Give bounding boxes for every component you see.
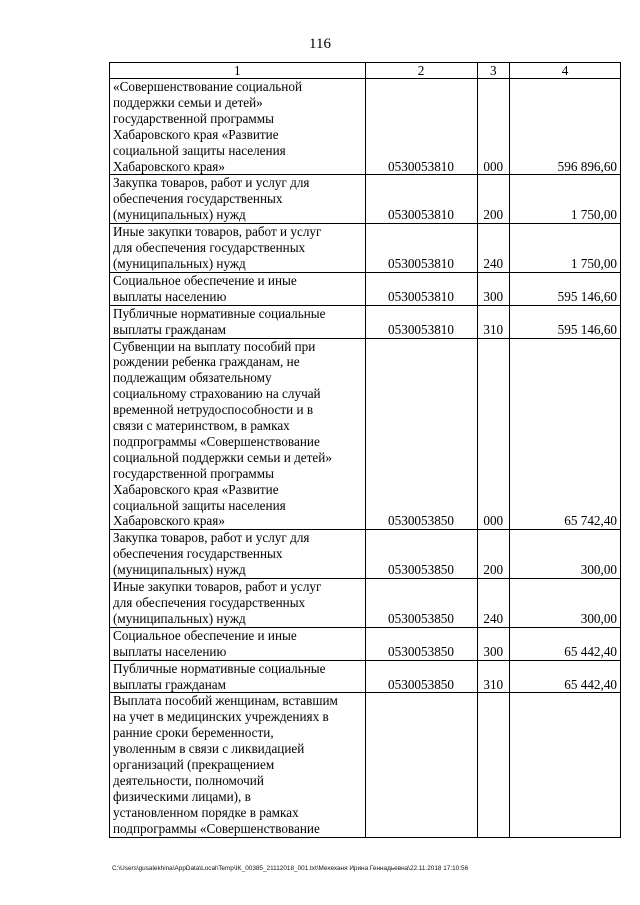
column-header-code: 2 <box>365 63 477 79</box>
row-name-line: «Совершенствование социальной <box>113 79 302 94</box>
expense-type-cell: 300 <box>477 627 509 660</box>
row-name-line: для обеспечения государственных <box>113 595 306 610</box>
amount-cell <box>509 693 620 837</box>
amount-cell: 596 896,60 <box>509 79 620 175</box>
expense-type-cell: 240 <box>477 579 509 628</box>
table-row <box>110 272 621 305</box>
amount-cell: 300,00 <box>509 579 620 628</box>
row-name-line: уволенным в связи с ликвидацией <box>113 741 305 757</box>
amount-cell: 65 442,40 <box>509 627 620 660</box>
row-name-line: Хабаровского края» <box>113 158 225 174</box>
row-name-line: государственной программы <box>113 465 274 481</box>
row-name-line: Социальное обеспечение и иные <box>113 272 297 288</box>
row-name-cell <box>110 224 366 273</box>
row-name-line: государственной программы <box>113 110 274 126</box>
target-article-code-cell: 0530053810 <box>365 272 477 305</box>
expense-type-cell: 200 <box>477 530 509 579</box>
target-article-code-cell: 0530053810 <box>365 305 477 338</box>
column-header-name: 1 <box>110 63 366 79</box>
row-name-line: Субвенции на выплату пособий при <box>113 338 316 354</box>
row-name-line: обеспечения государственных <box>113 546 283 562</box>
column-header-sum: 4 <box>509 63 620 79</box>
amount-cell: 65 442,40 <box>509 660 620 693</box>
row-name-cell <box>110 305 366 338</box>
row-name-line: (муниципальных) нужд <box>113 610 246 626</box>
target-article-code-cell: 0530053850 <box>365 627 477 660</box>
table-row <box>110 338 621 530</box>
row-name-line: установленном порядке в рамках <box>113 804 299 820</box>
expense-type-cell: 200 <box>477 175 509 224</box>
row-name-line: социальной поддержки семьи и детей» <box>113 449 332 465</box>
expense-type-cell <box>477 693 509 837</box>
row-name-line: ранние сроки беременности, <box>113 725 274 741</box>
amount-cell: 595 146,60 <box>509 272 620 305</box>
target-article-code-cell: 0530053810 <box>365 224 477 273</box>
row-name-line: Иные закупки товаров, работ и услуг <box>113 224 322 240</box>
table-body <box>110 79 621 838</box>
table-row <box>110 530 621 579</box>
row-name-line: подпрограммы «Совершенствование <box>113 433 320 449</box>
amount-cell: 1 750,00 <box>509 175 620 224</box>
row-name-line: для обеспечения государственных <box>113 240 306 256</box>
row-name-line: Публичные нормативные социальные <box>113 305 326 321</box>
table-row <box>110 660 621 693</box>
table-header-row <box>110 63 621 79</box>
row-name-line: социальному страхованию на случай <box>113 386 321 402</box>
row-name-cell <box>110 338 366 530</box>
row-name-cell <box>110 272 366 305</box>
expense-type-cell: 000 <box>477 338 509 530</box>
row-name-line: Иные закупки товаров, работ и услуг <box>113 579 322 595</box>
row-name-cell <box>110 660 366 693</box>
row-name-line: (муниципальных) нужд <box>113 562 246 578</box>
row-name-line: социальной защиты населения <box>113 142 286 158</box>
page-number: 116 <box>309 36 331 52</box>
row-name-line: Хабаровского края» <box>113 513 225 529</box>
row-name-line: подпрограммы «Совершенствование <box>113 820 320 836</box>
target-article-code-cell: 0530053810 <box>365 175 477 224</box>
expense-type-cell: 240 <box>477 224 509 273</box>
row-name-line: Публичные нормативные социальные <box>113 660 326 676</box>
row-name-line: деятельности, полномочий <box>113 772 264 788</box>
expense-type-cell: 300 <box>477 272 509 305</box>
row-name-cell <box>110 530 366 579</box>
expense-type-cell: 310 <box>477 660 509 693</box>
row-name-line: временной нетрудоспособности и в <box>113 402 314 418</box>
expense-type-cell: 310 <box>477 305 509 338</box>
row-name-line: поддержки семьи и детей» <box>113 94 263 110</box>
target-article-code-cell: 0530053810 <box>365 79 477 175</box>
table-row <box>110 305 621 338</box>
amount-cell: 1 750,00 <box>509 224 620 273</box>
table-row <box>110 693 621 837</box>
table-row <box>110 627 621 660</box>
row-name-line: обеспечения государственных <box>113 191 283 207</box>
table-row <box>110 224 621 273</box>
row-name-line: Закупка товаров, работ и услуг для <box>113 175 310 191</box>
row-name-line: выплаты гражданам <box>113 321 226 337</box>
row-name-line: выплаты населению <box>113 288 227 304</box>
row-name-line: выплаты населению <box>113 643 227 659</box>
target-article-code-cell: 0530053850 <box>365 660 477 693</box>
row-name-line: Социальное обеспечение и иные <box>113 627 297 643</box>
row-name-line: связи с материнством, в рамках <box>113 418 290 434</box>
row-name-line: подлежащим обязательному <box>113 370 272 386</box>
amount-cell: 65 742,40 <box>509 338 620 530</box>
row-name-line: рождении ребенка гражданам, не <box>113 354 300 370</box>
target-article-code-cell: 0530053850 <box>365 338 477 530</box>
row-name-line: организаций (прекращением <box>113 757 275 773</box>
row-name-line: Выплата пособий женщинам, вставшим <box>113 693 338 709</box>
row-name-cell <box>110 627 366 660</box>
target-article-code-cell: 0530053850 <box>365 579 477 628</box>
table-row <box>110 79 621 175</box>
table-row <box>110 579 621 628</box>
row-name-cell <box>110 693 366 837</box>
expense-type-cell: 000 <box>477 79 509 175</box>
row-name-cell <box>110 579 366 628</box>
target-article-code-cell: 0530053850 <box>365 530 477 579</box>
row-name-line: социальной защиты населения <box>113 497 286 513</box>
file-path-footer: C:\Users\gusalekhina\AppData\Local\Temp\IK_00385_21112018_001.txt\Мехеханя Ирина Геннадьевна\22.11.2018 17:10:56 <box>112 865 469 872</box>
row-name-line: Хабаровского края «Развитие <box>113 126 279 142</box>
table-row <box>110 175 621 224</box>
row-name-line: на учет в медицинских учреждениях в <box>113 709 329 725</box>
row-name-line: (муниципальных) нужд <box>113 255 246 271</box>
row-name-line: Закупка товаров, работ и услуг для <box>113 530 310 546</box>
row-name-cell <box>110 79 366 175</box>
row-name-line: выплаты гражданам <box>113 676 226 692</box>
amount-cell: 595 146,60 <box>509 305 620 338</box>
row-name-line: Хабаровского края «Развитие <box>113 481 279 497</box>
target-article-code-cell <box>365 693 477 837</box>
row-name-line: (муниципальных) нужд <box>113 207 246 223</box>
row-name-cell <box>110 175 366 224</box>
budget-table <box>109 62 621 838</box>
column-header-type: 3 <box>477 63 509 79</box>
amount-cell: 300,00 <box>509 530 620 579</box>
row-name-line: физическими лицами), в <box>113 788 251 804</box>
